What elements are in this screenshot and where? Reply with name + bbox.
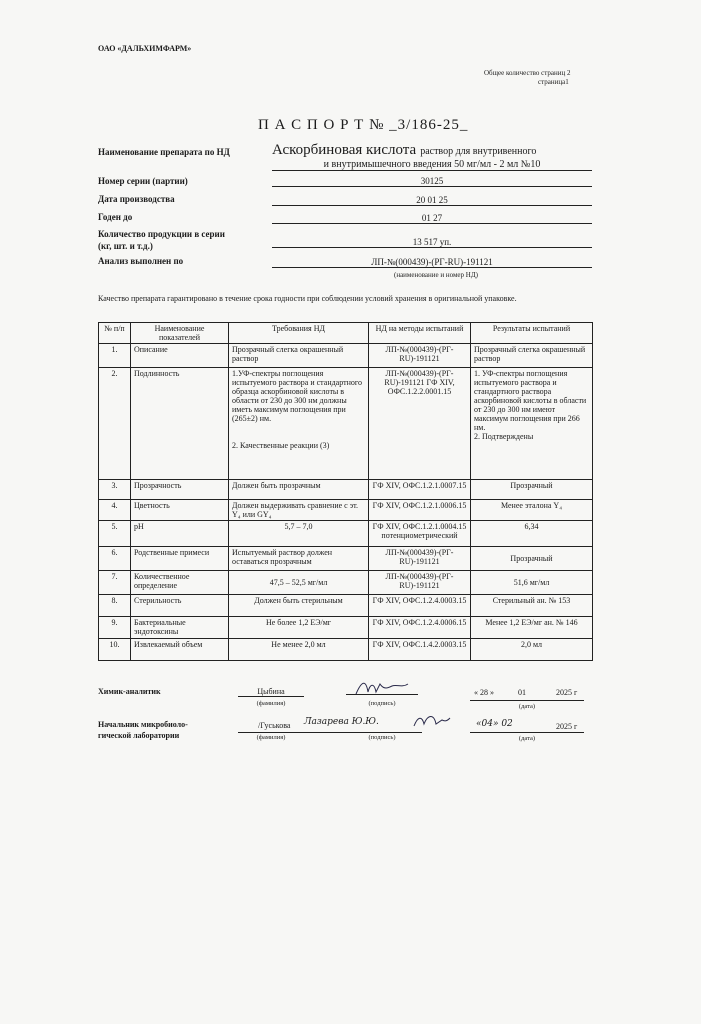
row-number: 4. [99,500,131,521]
head-date: «04» 02 [476,719,513,729]
table-row [99,480,593,500]
chemist-date-line [470,700,584,701]
row-indicator: Бактериальные эндотоксины [131,617,229,639]
row-number: 9. [99,617,131,639]
guarantee-text: Качество препарата гарантировано в течение срока годности при соблюдении условий хранения в оригинальной упаковке. [98,294,517,303]
row-result: 6,34 [471,521,593,547]
row-indicator: Описание [131,344,229,368]
row-method: ГФ XIV, ОФС.1.4.2.0003.15 [369,639,471,661]
mfg-date-value: 20 01 25 [272,195,592,206]
row-method: ГФ XIV, ОФС.1.2.1.0004.15 потенциометрический [369,521,471,547]
row-requirement: Не менее 2,0 мл [229,639,369,661]
table-row [99,617,593,639]
row-indicator: Подлинность [131,368,229,480]
passport-title: П А С П О Р Т № _3/186-25_ [258,117,469,133]
row-indicator: Количественное определение [131,571,229,595]
row-number: 1. [99,344,131,368]
row-number: 6. [99,547,131,571]
row-requirement: Не более 1,2 ЕЭ/мг [229,617,369,639]
row-requirement: 47,5 – 52,5 мг/мл [229,571,369,595]
row-method: ГФ XIV, ОФС.1.2.1.0007.15 [369,480,471,500]
head-caption-signature: (подпись) [368,734,396,741]
header-indicator: Наименование показателей [131,323,229,344]
row-requirement [229,368,369,480]
row-indicator: Извлекаемый объем [131,639,229,661]
page-number: страница1 [538,78,569,86]
row-result: 2,0 мл [471,639,593,661]
result-reactions: 2. Подтверждены [474,432,534,441]
row-requirement: Должен выдерживать сравнение с эт. Y₄ или GY₄ [229,500,369,521]
batch-label: Номер серии (партии) [98,176,188,186]
row-indicator: Стерильность [131,595,229,617]
head-caption-surname: (фамилия) [256,734,286,741]
header-methods: НД на методы испытаний [369,323,471,344]
row-number: 2. [99,368,131,480]
header-number: № п/п [99,323,131,344]
row-result: Менее 1,2 ЕЭ/мг ан. № 146 [471,617,593,639]
drug-name-rest1: раствор для внутривенного [420,146,537,157]
chemist-date-month: 01 [518,688,526,697]
row-result: 51,6 мг/мл [471,571,593,595]
drug-name-line2: и внутримышечного введения 50 мг/мл - 2 мл №10 [272,159,592,171]
expiry-label: Годен до [98,212,133,222]
row-number: 5. [99,521,131,547]
row-result: Менее эталона Y₄ [471,500,593,521]
table-row [99,368,593,480]
mfg-date-label: Дата производства [98,194,175,204]
row-method: ГФ XIV, ОФС.1.2.1.0006.15 [369,500,471,521]
row-requirement: Должен быть стерильным [229,595,369,617]
row-result: Прозрачный слегка окрашенный раствор [471,344,593,368]
head-name: /Гуськова [258,721,291,730]
row-number: 8. [99,595,131,617]
head-date-line [470,732,584,733]
table-row [99,500,593,521]
row-requirement: Испытуемый раствор должен оставаться прозрачным [229,547,369,571]
row-method: ЛП-№(000439)-(РГ-RU)-191121 ГФ XIV, ОФС.1.2.2.0001.15 [369,368,471,480]
row-number: 3. [99,480,131,500]
analysis-value: ЛП-№(000439)-(РГ-RU)-191121 [272,257,592,268]
head-role-1: Начальник микробиоло- [98,720,188,729]
row-indicator: Прозрачность [131,480,229,500]
table-row [99,521,593,547]
qty-label-2: (кг, шт. и т.д.) [98,241,153,251]
analysis-caption: (наименование и номер НД) [394,271,478,279]
chemist-signature [352,678,412,698]
row-requirement: 5,7 – 7,0 [229,521,369,547]
row-requirement: Должен быть прозрачным [229,480,369,500]
pages-total: Общее количество страниц 2 [484,69,571,77]
result-uv: 1. УФ-спектры поглощения испытуемого раствора и стандартного раствора аскорбиновой кислоты в области от 230 до 300 нм имеют максимум поглощения при 266 нм. [474,369,587,432]
row-result: Стерильный ан. № 153 [471,595,593,617]
header-requirements: Требования НД [229,323,369,344]
chemist-caption-signature: (подпись) [368,700,396,707]
row-result [471,368,593,480]
qty-label-1: Количество продукции в серии [98,229,225,239]
chemist-caption-surname: (фамилия) [256,700,286,707]
head-date-year: 2025 г [556,722,578,731]
row-number: 10. [99,639,131,661]
table-header-row [99,323,593,344]
table-row [99,639,593,661]
chemist-role: Химик-аналитик [98,687,161,696]
company-name: ОАО «ДАЛЬХИМФАРМ» [98,44,192,53]
batch-value: 30125 [272,176,592,187]
quality-table [98,322,593,661]
row-method: ГФ XIV, ОФС.1.2.4.0003.15 [369,595,471,617]
chemist-date-day: « 28 » [474,688,494,697]
table-row [99,344,593,368]
head-signature [412,712,452,730]
table-row [99,547,593,571]
chemist-date-year: 2025 г [556,688,578,697]
row-result: Прозрачный [471,547,593,571]
requirement-reactions: 2. Качественные реакции (3) [232,441,330,450]
row-result: Прозрачный [471,480,593,500]
table-row [99,571,593,595]
head-handwritten-name: Лазарева Ю.Ю. [304,717,379,727]
row-number: 7. [99,571,131,595]
drug-label: Наименование препарата по НД [98,147,230,157]
row-indicator: Цветность [131,500,229,521]
chemist-caption-date: (дата) [518,703,536,710]
head-signature-line [238,732,422,733]
header-results: Результаты испытаний [471,323,593,344]
table-row [99,595,593,617]
row-method: ЛП-№(000439)-(РГ-RU)-191121 [369,547,471,571]
drug-name [272,141,536,159]
requirement-uv: 1.УФ-спектры поглощения испытуемого раствора и стандартного образца аскорбиновой кислоты в области от 230 до 300 нм должны иметь максимум поглощения при (265±2) нм. [232,369,362,423]
head-caption-date: (дата) [518,735,536,742]
row-method: ЛП-№(000439)-(РГ-RU)-191121 [369,344,471,368]
head-role-2: гической лаборатории [98,731,180,740]
analysis-label: Анализ выполнен по [98,256,184,266]
row-indicator: pH [131,521,229,547]
row-method: ЛП-№(000439)-(РГ-RU)-191121 [369,571,471,595]
expiry-value: 01 27 [272,213,592,224]
qty-value: 13 517 уп. [272,237,592,248]
row-requirement: Прозрачный слегка окрашенный раствор [229,344,369,368]
drug-name-main: Аскорбиновая кислота [272,142,417,158]
row-method: ГФ XIV, ОФС.1.2.4.0006.15 [369,617,471,639]
row-indicator: Родственные примеси [131,547,229,571]
chemist-name: Цыбина [238,687,304,697]
